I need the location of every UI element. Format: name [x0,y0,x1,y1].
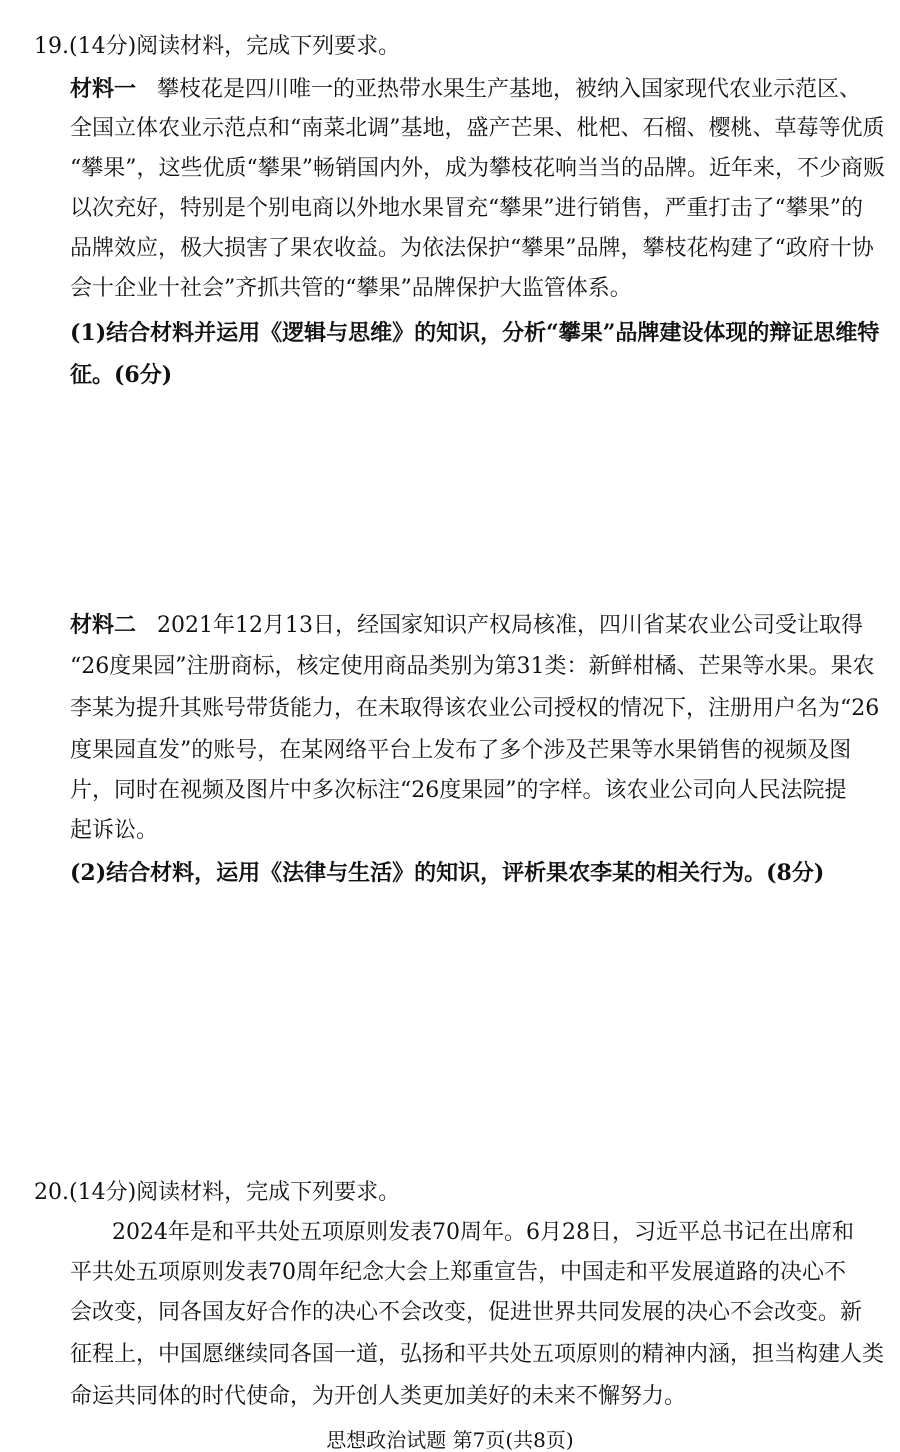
question-1-line-1: (1)结合材料并运用《逻辑与思维》的知识，分析“攀果”品牌建设体现的辩证思维特 [70,320,880,346]
question-2: (2)结合材料，运用《法律与生活》的知识，评析果农李某的相关行为。(8分) [70,860,825,886]
material1-line-6: 会十企业十社会”齐抓共管的“攀果”品牌保护大监管体系。 [70,276,632,301]
q20-line-4: 征程上，中国愿继续同各国一道，弘扬和平共处五项原则的精神内涵，担当构建人类 [70,1342,885,1367]
material1-line-4: 以次充好，特别是个别电商以外地水果冒充“攀果”进行销售，严重打击了“攀果”的 [70,196,863,221]
page-footer: 思想政治试题 第7页(共8页) [326,1428,574,1452]
material1-line-3: “攀果”，这些优质“攀果”畅销国内外，成为攀枝花响当当的品牌。近年来，不少商贩 [70,156,885,181]
material2-line-6: 起诉讼。 [70,818,159,843]
q19-header: 19.(14分)阅读材料，完成下列要求。 [34,34,401,59]
material1-label: 材料一 [70,76,137,102]
question-1-line-2: 征。(6分) [70,362,173,388]
q20-line-1: 2024年是和平共处五项原则发表70周年。6月28日，习近平总书记在出席和 [112,1220,854,1245]
q20-line-2: 平共处五项原则发表70周年纪念大会上郑重宣告，中国走和平发展道路的决心不 [70,1260,846,1285]
material1-line-2: 全国立体农业示范点和“南菜北调”基地，盛产芒果、枇杷、石榴、樱桃、草莓等优质 [70,116,885,141]
material1-line-5: 品牌效应，极大损害了果农收益。为依法保护“攀果”品牌，攀枝花构建了“政府十协 [70,236,874,261]
material2-line-4: 度果园直发”的账号，在某网络平台上发布了多个涉及芒果等水果销售的视频及图 [70,738,852,763]
material2-line-3: 李某为提升其账号带货能力，在未取得该农业公司授权的情况下，注册用户名为“26 [70,696,880,721]
material2-line-1 [70,610,900,641]
material1-text-1: 攀枝花是四川唯一的亚热带水果生产基地，被纳入国家现代农业示范区、 [157,77,862,102]
material2-line-5: 片，同时在视频及图片中多次标注“26度果园”的字样。该农业公司向人民法院提 [70,778,847,803]
q20-line-5: 命运共同体的时代使命，为开创人类更加美好的未来不懈努力。 [70,1384,687,1409]
q20-line-3: 会改变，同各国友好合作的决心不会改变，促进世界共同发展的决心不会改变。新 [70,1300,863,1325]
material2-line-2: “26度果园”注册商标，核定使用商品类别为第31类：新鲜柑橘、芒果等水果。果农 [70,654,875,679]
material2-label: 材料二 [70,612,137,638]
material2-text-1: 2021年12月13日，经国家知识产权局核准，四川省某农业公司受让取得 [157,613,863,638]
q20-header: 20.(14分)阅读材料，完成下列要求。 [34,1180,401,1205]
material1-line-1 [70,74,900,105]
